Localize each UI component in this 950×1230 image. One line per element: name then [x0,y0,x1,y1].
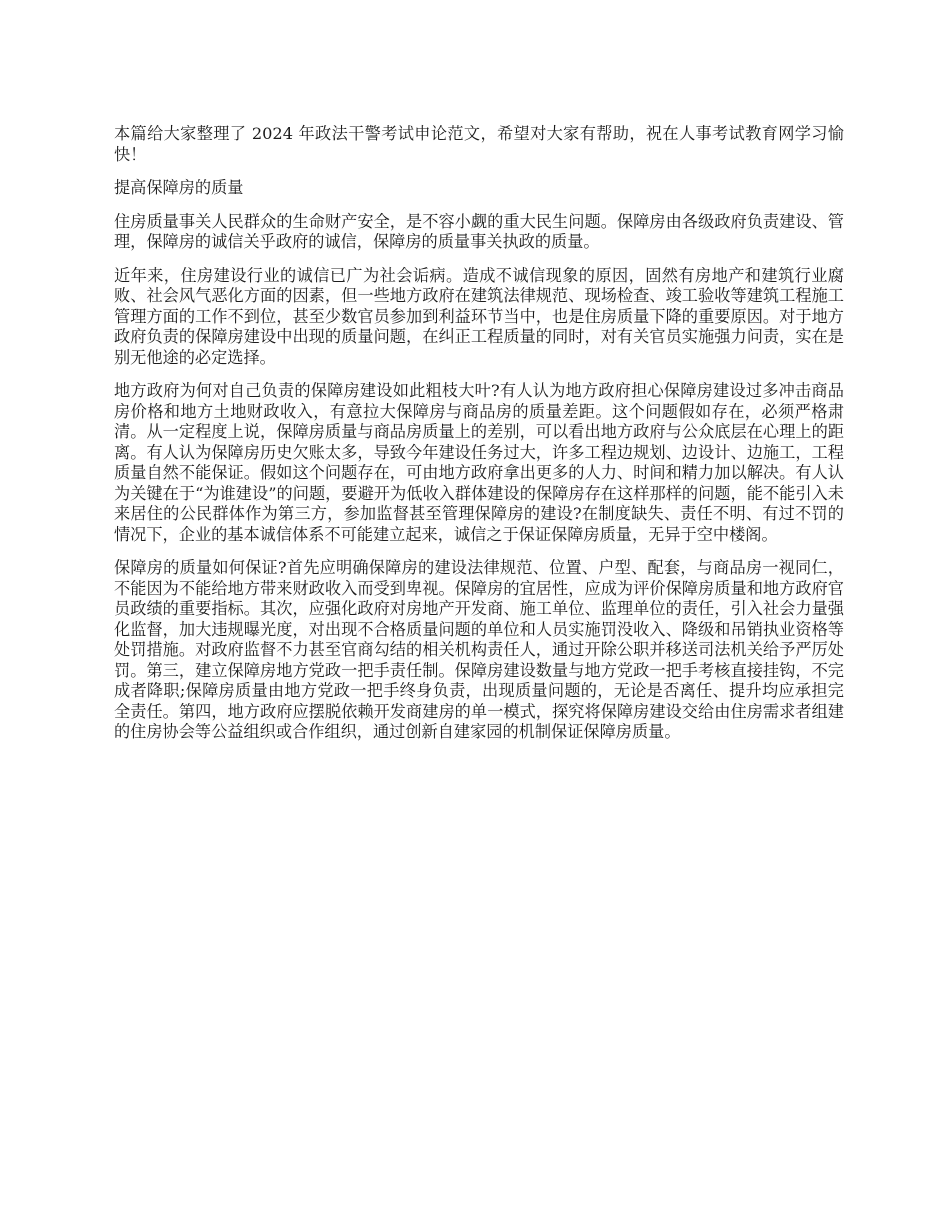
body-paragraph-2: 近年来，住房建设行业的诚信已广为社会诟病。造成不诚信现象的原因，固然有房地产和建筑行业腐败、社会风气恶化方面的因素，但一些地方政府在建筑法律规范、现场检查、竣工验收等建筑工程施工管理方面的工作不到位，甚至少数官员参加到利益环节当中，也是住房质量下降的重要原因。对于地方政府负责的保障房建设中出现的质量问题，在纠正工程质量的同时，对有关官员实施强力问责，实在是别无他途的必定选择。 [114,265,844,367]
document-body [114,124,844,756]
intro-paragraph: 本篇给大家整理了 2024 年政法干警考试申论范文，希望对大家有帮助，祝在人事考试教育网学习愉快！ [114,124,844,164]
body-paragraph-1: 住房质量事关人民群众的生命财产安全，是不容小觑的重大民生问题。保障房由各级政府负责建设、管理，保障房的诚信关乎政府的诚信，保障房的质量事关执政的质量。 [114,211,844,251]
body-paragraph-3: 地方政府为何对自己负责的保障房建设如此粗枝大叶?有人认为地方政府担心保障房建设过多冲击商品房价格和地方土地财政收入，有意拉大保障房与商品房的质量差距。这个问题假如存在，必须严格肃清。从一定程度上说，保障房质量与商品房质量上的差别，可以看出地方政府与公众底层在心理上的距离。有人认为保障房历史欠账太多，导致今年建设任务过大，许多工程边规划、边设计、边施工，工程质量自然不能保证。假如这个问题存在，可由地方政府拿出更多的人力、时间和精力加以解决。有人认为关键在于“为谁建设”的问题，要避开为低收入群体建设的保障房存在这样那样的问题，能不能引入未来居住的公民群体作为第三方，参加监督甚至管理保障房的建设?在制度缺失、责任不明、有过不罚的情况下，企业的基本诚信体系不可能建立起来，诚信之于保证保障房质量，无异于空中楼阁。 [114,381,844,544]
article-title: 提高保障房的质量 [114,178,244,197]
body-paragraph-4: 保障房的质量如何保证?首先应明确保障房的建设法律规范、位置、户型、配套，与商品房一视同仁，不能因为不能给地方带来财政收入而受到卑视。保障房的宜居性，应成为评价保障房质量和地方政府官员政绩的重要指标。其次，应强化政府对房地产开发商、施工单位、监理单位的责任，引入社会力量强化监督，加大违规曝光度，对出现不合格质量问题的单位和人员实施罚没收入、降级和吊销执业资格等处罚措施。对政府监督不力甚至官商勾结的相关机构责任人，通过开除公职并移送司法机关给予严厉处罚。第三，建立保障房地方党政一把手责任制。保障房建设数量与地方党政一把手考核直接挂钩，不完成者降职;保障房质量由地方党政一把手终身负责，出现质量问题的，无论是否离任、提升均应承担完全责任。第四，地方政府应摆脱依赖开发商建房的单一模式，探究将保障房建设交给由住房需求者组建的住房协会等公益组织或合作组织，通过创新自建家园的机制保证保障房质量。 [114,558,844,741]
